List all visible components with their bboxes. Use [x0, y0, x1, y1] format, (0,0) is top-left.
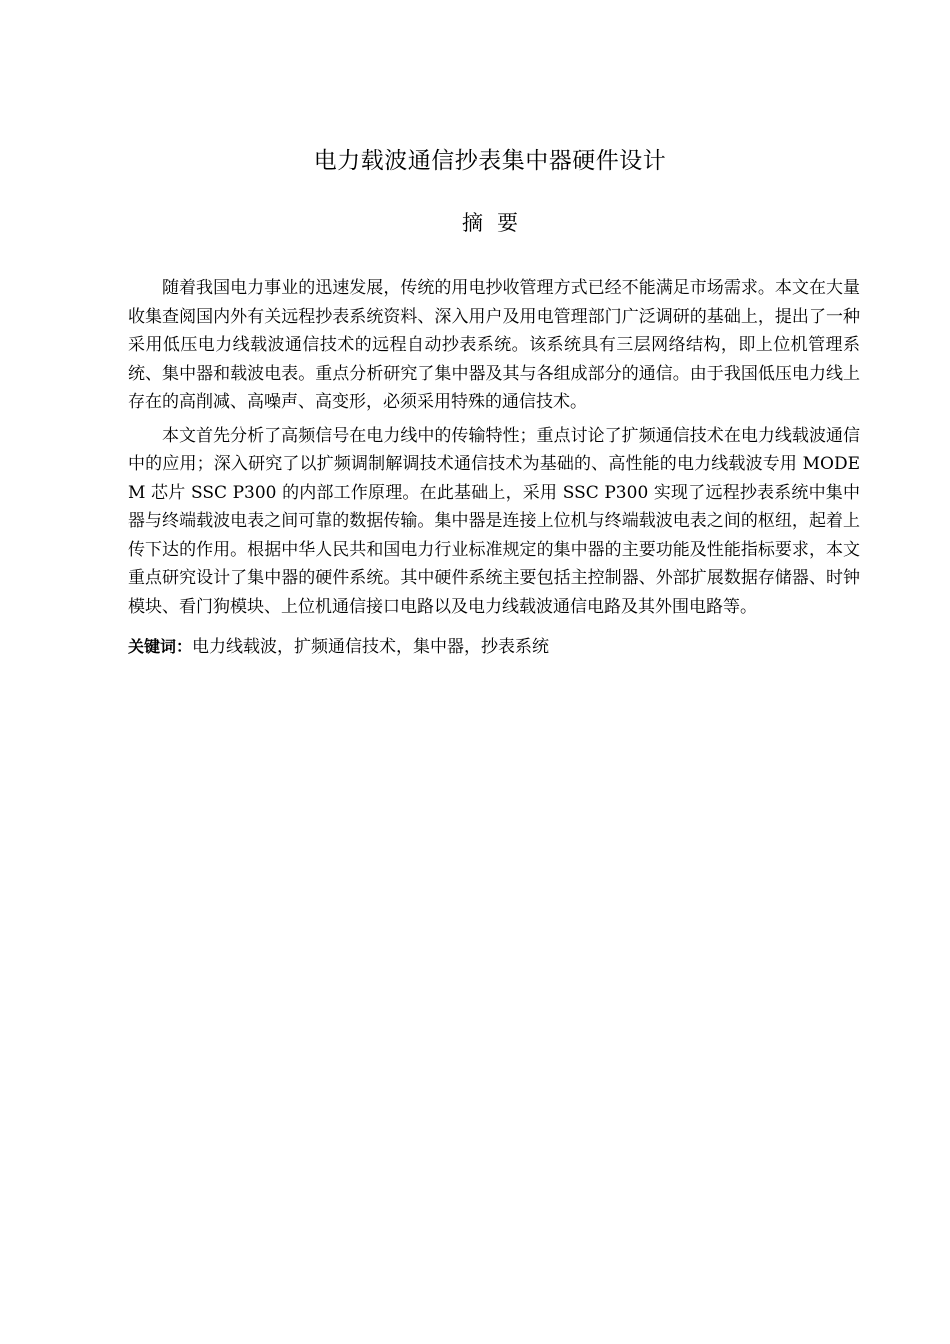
- abstract-body: [128, 274, 860, 661]
- abstract-heading: 摘要: [462, 211, 532, 235]
- keywords-line: [128, 633, 860, 661]
- abstract-paragraph-2: 本文首先分析了高频信号在电力线中的传输特性；重点讨论了扩频通信技术在电力线载波通信中的应用；深入研究了以扩频调制解调技术通信技术为基础的、高性能的电力线载波专用 MODEM 芯片 SSC P300 的内部工作原理。在此基础上，采用 SSC P300 实现了远程抄表系统中集中器与终端载波电表之间可靠的数据传输。集中器是连接上位机与终端载波电表之间的枢纽，起着上传下达的作用。根据中华人民共和国电力行业标准规定的集中器的主要功能及性能指标要求，本文重点研究设计了集中器的硬件系统。其中硬件系统主要包括主控制器、外部扩展数据存储器、时钟模块、看门狗模块、上位机通信接口电路以及电力线载波通信电路及其外围电路等。: [128, 425, 860, 617]
- abstract-paragraph-1: 随着我国电力事业的迅速发展，传统的用电抄收管理方式已经不能满足市场需求。本文在大量收集查阅国内外有关远程抄表系统资料、深入用户及用电管理部门广泛调研的基础上，提出了一种采用低压电力线载波通信技术的远程自动抄表系统。该系统具有三层网络结构，即上位机管理系统、集中器和载波电表。重点分析研究了集中器及其与各组成部分的通信。由于我国低压电力线上存在的高削减、高噪声、高变形，必须采用特殊的通信技术。: [128, 278, 860, 412]
- keywords-label: 关键词：: [128, 637, 193, 656]
- paper-title: 电力载波通信抄表集中器硬件设计: [313, 148, 667, 174]
- keywords-text: 电力线载波，扩频通信技术，集中器，抄表系统: [192, 637, 550, 657]
